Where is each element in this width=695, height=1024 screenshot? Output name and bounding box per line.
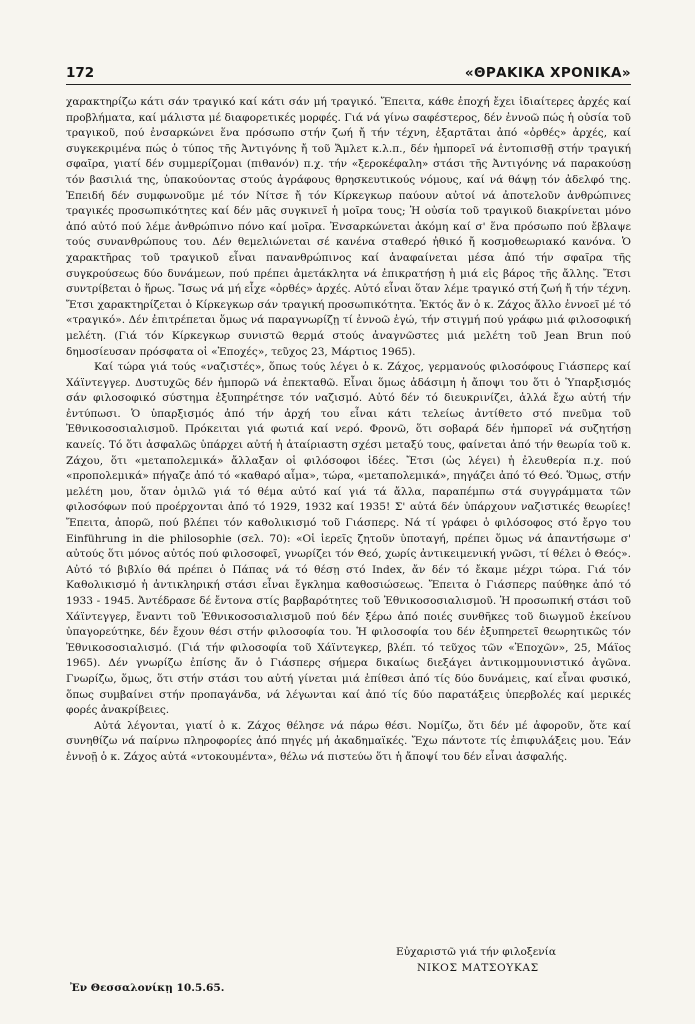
journal-title: «ΘΡΑΚΙΚΑ ΧΡΟΝΙΚΑ»: [464, 65, 631, 81]
place-date: Ἐν Θεσσαλονίκῃ 10.5.65.: [70, 982, 225, 994]
paragraph-existentialism: Καί τώρα γιά τούς «ναζιστές», ὅπως τούς λέγει ὁ κ. Ζάχος, γερμανούς φιλοσόφους Γιάσπερς καί Χάϊντεγγερ. Δυστυχῶς δέν ἠμπορῶ νά ἐπεκταθῶ. Εἶναι ὅμως ἀδάσιμη ἡ ἄποψι του ὅτι ὁ Ὑπαρξισμός σάν φιλοσοφικό σύστημα ἐξυπηρέτησε τόν ναζισμό. Αὐτό δέν τό διευκρινίζει, ἀλλά ἔχω αὐτή τήν ἐντύπωσι. Ὁ ὑπαρξισμός ἀπό τήν ἀρχή του εἶναι κάτι τελείως ἀντίθετο στό πνεῦμα τοῦ Ἐθνικοσοσιαλισμοῦ. Πρόκειται γιά φωτιά καί νερό. Φρονῶ, ὅτι σοβαρά δέν ἠμπορεῖ νά συζητήσῃ κανείς. Τό ὅτι ἀσφαλῶς ὑπάρχει αὐτή ἡ ἀταίριαστη σχέσι μεταξύ τους, φαίνεται ἀπό τήν θεωρία τοῦ κ. Ζάχου, ὅτι «μεταπολεμικά» ἄλλαξαν οἱ φιλόσοφοι ἰδέες. Ἔτσι (ὡς λέγει) ἡ ἐλευθερία π.χ. πού «προπολεμικά» πήγαζε ἀπό τό «καθαρό αἷμα», τώρα, «μεταπολεμικά», πηγάζει ἀπό τό Θεό. Ὅμως, στήν μελέτη μου, ὅταν ὁμιλῶ γιά τό θέμα αὐτό καί γιά τά ἄλλα, παραπέμπω στά συγγράμματα τῶν φιλοσόφων πού προέρχονται ἀπό τό 1929, 1932 καί 1935! Σ' αὐτά δέν ὑπάρχουν ναζιστικές θεωρίες! Ἔπειτα, ἀπορῶ, πού βλέπει τόν καθολικισμό τοῦ Γιάσπερς. Νά τί γράφει ὁ φιλόσοφος στό ἔργο του Einführung in die philosophie (σελ. 70): «Οἱ ἱερεῖς ζητοῦν ὑποταγή, πρέπει ὅμως νά ἀπαντήσωμε σ' αὐτούς ὅτι μόνος αὐτός πού φιλοσοφεῖ, γνωρίζει τόν Θεό, χωρίς ἀντικειμενική γνῶσι, τί θέλει ὁ Θεός». Αὐτό τό βιβλίο θά πρέπει ὁ Πάπας νά τό θέσῃ στό Index, ἄν δέν τό ἔκαμε μέχρι τώρα. Γιά τόν Καθολικισμό ἡ ἀντικληρική στάσι εἶναι ἔγκλημα καθοσιώσεως. Ἔπειτα ὁ Γιάσπερς παύθηκε ἀπό τό 1933 - 1945. Ἀντέδρασε δέ ἔντονα στίς βαρβαρότητες τοῦ Ἐθνικοσοσιαλισμοῦ. Ἡ προσωπική στάσι τοῦ Χάϊντεγγερ, ἔναντι τοῦ Ἐθνικοσοσιαλισμοῦ πού δέν ξέρω ἀπό ποιές συνθῆκες τοῦ διωγμοῦ ἐκείνου ὑπαγορεύτηκε, δέν ἔχουν θέσι στήν φιλοσοφία του. Ἡ φιλοσοφία του δέν ἐξυπηρετεῖ θεωρητικῶς τόν Ἐθνικοσοσιαλισμό. (Γιά τήν φιλοσοφία τοῦ Χάϊντεγκερ, βλέπ. τό τεῦχος τῶν «Ἐποχῶν», 25, Μάϊος 1965). Δέν γνωρίζω ἐπίσης ἄν ὁ Γιάσπερς σήμερα δικαίως διεξάγει ἀντικομμουνιστικό ἀγῶνα. Γνωρίζω, ὅμως, ὅτι στήν στάσι του αὐτή γίνεται μιά ἐπίθεσι ἀπό τίς δύο δυνάμεις, καί εἶναι φυσικό, ὅπως συμβαίνει στήν προπαγάνδα, νά λέγωνται καί ἀπό τίς δύο παρατάξεις ὑπερβολές καί μερικές φορές ἀνακρίβειες.: [66, 361, 631, 717]
paragraph-tragic: χαρακτηρίζω κάτι σάν τραγικό καί κάτι σάν μή τραγικό. Ἔπειτα, κάθε ἐποχή ἔχει ἰδιαίτερες ἀρχές καί προβλήματα, καί μάλιστα μέ διαφορετικές μορφές. Γιά νά γίνω σαφέστερος, δέν ἐννοῶ πώς ἡ οὐσία τοῦ τραγικοῦ, πού ἐνσαρκώνει ἕνα πρόσωπο στήν ζωή ἤ τήν τέχνη, ἐξαρτᾶται ἀπό «ὀρθές» ἀρχές, καί συγκεκριμένα πώς ὁ τύπος τῆς Ἀντιγόνης ἤ τοῦ Ἄμλετ κ.λ.π., δέν ἠμπορεῖ νά ἐντοπισθῇ στήν τραγική σφαῖρα, γιατί δέν συμμερίζομαι (πιθανόν) π.χ. τήν «ξεροκέφαλη» στάσι τῆς Ἀντιγόνης νά παρακούσῃ τόν βασιλιά της, ὑπακούοντας στούς ἀγράφους θρησκευτικούς νόμους, καί νά θάψῃ τόν ἀδελφό της. Ἐπειδή δέν συμφωνοῦμε μέ τόν Νίτσε ἤ τόν Κίρκεγκωρ παύουν αὐτοί νά ἀποτελοῦν ἀνθρώπινες τραγικές προσωπικότητες καί δέν μᾶς συγκινεῖ ἡ μοῖρα τους; Ἡ οὐσία τοῦ τραγικοῦ διακρίνεται μόνο ἀπό αὐτό πού λέμε ἀνθρώπινο πόνο καί μοῖρα. Ἐνσαρκώνεται ἀκόμη καί σ' ἕνα πρόσωπο πού ἔβλαψε τούς συνανθρώπους του. Δέν θεμελιώνεται σέ κανένα σταθερό ἠθικό ἤ κοσμοθεωριακό κανόνα. Ὁ χαρακτῆρας τοῦ τραγικοῦ εἶναι πανανθρώπινος καί ἀναφαίνεται μέσα ἀπό τήν σφαῖρα τῆς συγκρούσεως δύο δυνάμεων, πού πρέπει ἀμετάκλητα νά ἐπικρατήσῃ ἡ μιά εἰς βάρος τῆς ἄλλης. Ἔτσι συντρίβεται ὁ ἥρως. Ἴσως νά μή εἶχε «ὀρθές» ἀρχές. Αὐτό εἶναι ὅταν λέμε τραγικό στή ζωή ἤ τήν τέχνη. Ἔτσι χαρακτηρίζεται ὁ Κίρκεγκωρ σάν τραγική προσωπικότητα. Ἐκτός ἄν ὁ κ. Ζάχος ἄλλο ἐννοεῖ μέ τό «τραγικό». Δέν ἐπιτρέπεται ὅμως νά παραγνωρίζῃ τί ἐννοῶ ἐγώ, τήν στιγμή πού γράφω μιά φιλοσοφική μελέτη. (Γιά τόν Κίρκεγκωρ συνιστῶ θερμά στούς ἀναγνῶστες μιά μελέτη τοῦ Jean Brun πού δημοσίευσαν πρόσφατα οἱ «Ἐποχές», τεῦχος 23, Μάρτιος 1965).: [66, 96, 631, 358]
article-body: [66, 95, 631, 766]
paragraph-closing: Αὐτά λέγονται, γιατί ὁ κ. Ζάχος θέλησε νά πάρω θέσι. Νομίζω, ὅτι δέν μέ ἀφοροῦν, ὅτε καί συνηθίζω νά παίρνω πληροφορίες ἀπό πηγές μή ἀκαδημαϊκές. Ἔχω πάντοτε τίς ἐπιφυλάξεις μου. Ἐάν ἐννοῇ ὁ κ. Ζάχος αὐτά «ντοκουμέντα», θέλω νά πιστεύω ὅτι ἡ ἄποψί του δέν εἶναι ἀσφαλής.: [66, 719, 631, 763]
page-header: [66, 60, 631, 85]
thanks-line: Εὐχαριστῶ γιά τήν φιλοξενία: [396, 946, 556, 958]
page-number: 172: [66, 65, 95, 81]
signoff: [66, 944, 631, 1002]
author-name: ΝΙΚΟΣ ΜΑΤΣΟΥΚΑΣ: [417, 962, 539, 974]
